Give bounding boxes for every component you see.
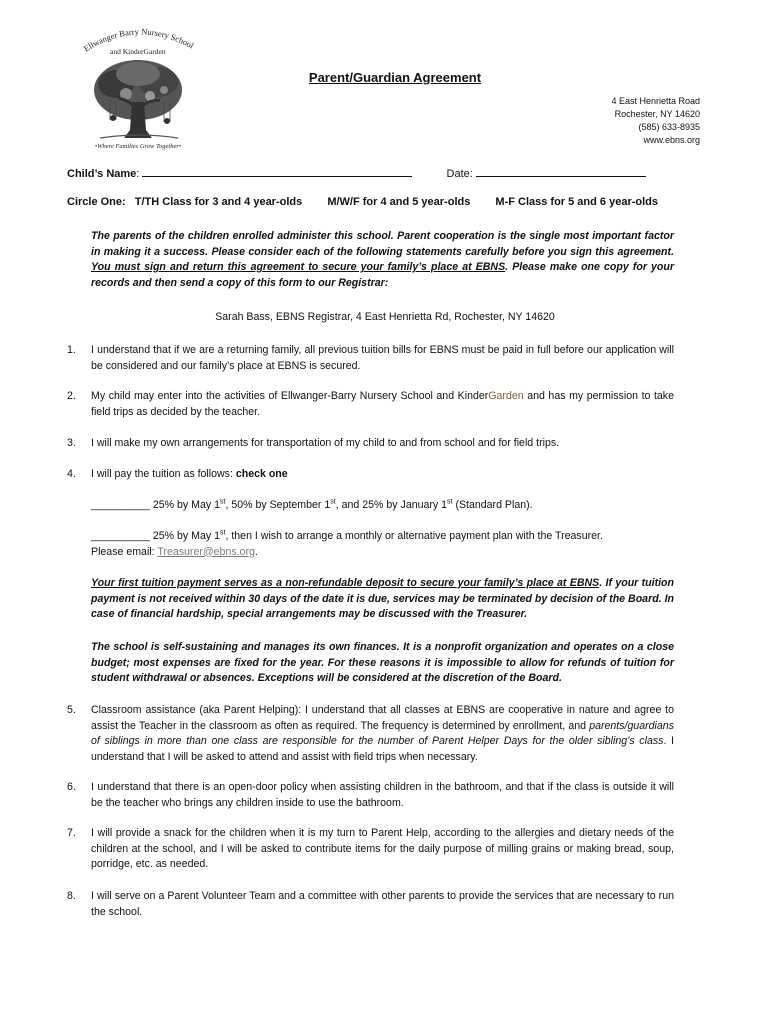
payment-check-blank[interactable]: __________ (91, 530, 150, 542)
child-name-field[interactable] (142, 165, 412, 177)
date-label: Date: (446, 168, 476, 180)
item-text: Classroom assistance (aka Parent Helping): I understand that all classes at EBNS are cooperative in nature and agree to assist the Teacher in the classroom as often as required. The frequency is determined by enrollment, and parents/guardians of siblings in more than one class are responsible for the number of Parent Helper Days for the older sibling’s class. I understand that I will be asked to attend and assist with field trips when necessary. (91, 704, 674, 763)
child-name-colon: : (136, 168, 140, 180)
logo-motto: •Where Families Grow Together• (94, 143, 182, 150)
check-one-text: check one (235, 468, 288, 480)
class-option-mf[interactable]: M-F Class for 5 and 6 year-olds (495, 196, 659, 208)
intro-text-end: . Please make one copy for your records and then send a copy of this form to our Registrar: (91, 261, 674, 289)
payment-option-standard[interactable]: __________ 25% by May 1st, 50% by September 1st, and 25% by January 1st (Standard Plan). (91, 498, 533, 511)
agreement-item-7 (67, 826, 674, 873)
payment-check-blank[interactable]: __________ (91, 499, 150, 511)
agreement-item-8 (67, 889, 674, 920)
school-address (611, 95, 700, 147)
agreement-item-5 (67, 703, 674, 765)
logo-sub-text: and KinderGarden (110, 47, 166, 56)
item-number: 6. (67, 781, 76, 793)
class-option-tth[interactable]: T/TH Class for 3 and 4 year-olds (134, 196, 303, 208)
treasurer-email-link[interactable]: Treasurer@ebns.org (157, 545, 255, 558)
agreement-item-1 (67, 343, 674, 374)
child-name-label: Child’s Name (67, 168, 137, 180)
deposit-notice: Your first tuition payment serves as a non-refundable deposit to secure your family’s place at EBNS. If your tuition payment is not received within 30 days of the date it is due, services may be terminated by decision of the Board. In case of financial hardship, special arrangements may be discussed with the Treasurer. (91, 577, 674, 620)
item-text: I will make my own arrangements for transportation of my child to and from school and for field trips. (91, 437, 560, 449)
item-number: 1. (67, 344, 76, 356)
item-number: 5. (67, 704, 76, 716)
intro-paragraph (91, 229, 674, 291)
class-option-mwf[interactable]: M/W/F for 4 and 5 year-olds (327, 196, 471, 208)
intro-underlined: You must sign and return this agreement to secure your family’s place at EBNS (91, 261, 506, 273)
item-text: I understand that if we are a returning family, all previous tuition bills for EBNS must be paid in full before our application will be considered and our family’s place at EBNS is secured. (91, 344, 674, 372)
address-website: www.ebns.org (643, 135, 700, 145)
class-selection-row (67, 195, 658, 211)
item-text: I will provide a snack for the children when it is my turn to Parent Help, according to the allergies and dietary needs of the children at the school, and I will be asked to contribute items for the daily purpose of milling grains or making bread, soup, porridge, etc. as needed. (91, 827, 674, 870)
item-number: 2. (67, 390, 76, 402)
self-sustaining-notice: The school is self-sustaining and manages its own finances. It is a nonprofit organization and operates on a close budget; most expenses are fixed for the year. For these reasons it is impossible to allow for refunds of tuition for student withdrawal or absences. Exceptions will be considered at the discretion of the Board. (91, 641, 674, 684)
agreement-item-2 (67, 389, 674, 420)
address-city: Rochester, NY 14620 (614, 109, 700, 119)
deposit-underlined: Your first tuition payment serves as a non-refundable deposit to secure your family’s place at EBNS (91, 577, 600, 589)
intro-text: The parents of the children enrolled administer this school. Parent cooperation is the single most important factor in making it a success. Please consider each of the following statements carefully before you sign this agreement. (91, 230, 674, 258)
address-phone: (585) 633-8935 (638, 122, 700, 132)
item-text: I understand that there is an open-door policy when assisting children in the bathroom, and that if the class is outside it will be the teacher who brings any children inside to use the bathroom. (91, 781, 674, 809)
item-text: I will pay the tuition as follows: check one (91, 468, 288, 480)
registrar-address: Sarah Bass, EBNS Registrar, 4 East Henrietta Rd, Rochester, NY 14620 (215, 311, 555, 323)
tree-logo-graphic (78, 22, 198, 152)
logo-arc-text: Ellwanger Barry Nursery School (81, 26, 196, 54)
payment-option-alternative[interactable]: __________ 25% by May 1st, then I wish to arrange a monthly or alternative payment plan with the Treasurer. Please email: Treasurer@ebns.org. (91, 529, 603, 558)
item-text: I will serve on a Parent Volunteer Team and a committee with other parents to provide the services that are necessary to run the school. (91, 890, 674, 918)
agreement-item-3 (67, 436, 674, 452)
agreement-item-4 (67, 467, 674, 483)
school-logo (78, 22, 198, 152)
item-number: 4. (67, 468, 76, 480)
address-street: 4 East Henrietta Road (611, 96, 700, 106)
circle-one-label: Circle One: (67, 196, 126, 208)
item-number: 8. (67, 890, 76, 902)
item-number: 7. (67, 827, 76, 839)
garden-word: Garden (488, 390, 524, 402)
name-date-row (67, 165, 687, 183)
item-text: My child may enter into the activities of Ellwanger-Barry Nursery School and KinderGarden and has my permission to take field trips as decided by the teacher. (91, 390, 674, 418)
date-field[interactable] (476, 165, 646, 177)
page-title: Parent/Guardian Agreement (308, 70, 482, 85)
agreement-item-6 (67, 780, 674, 811)
item-number: 3. (67, 437, 76, 449)
